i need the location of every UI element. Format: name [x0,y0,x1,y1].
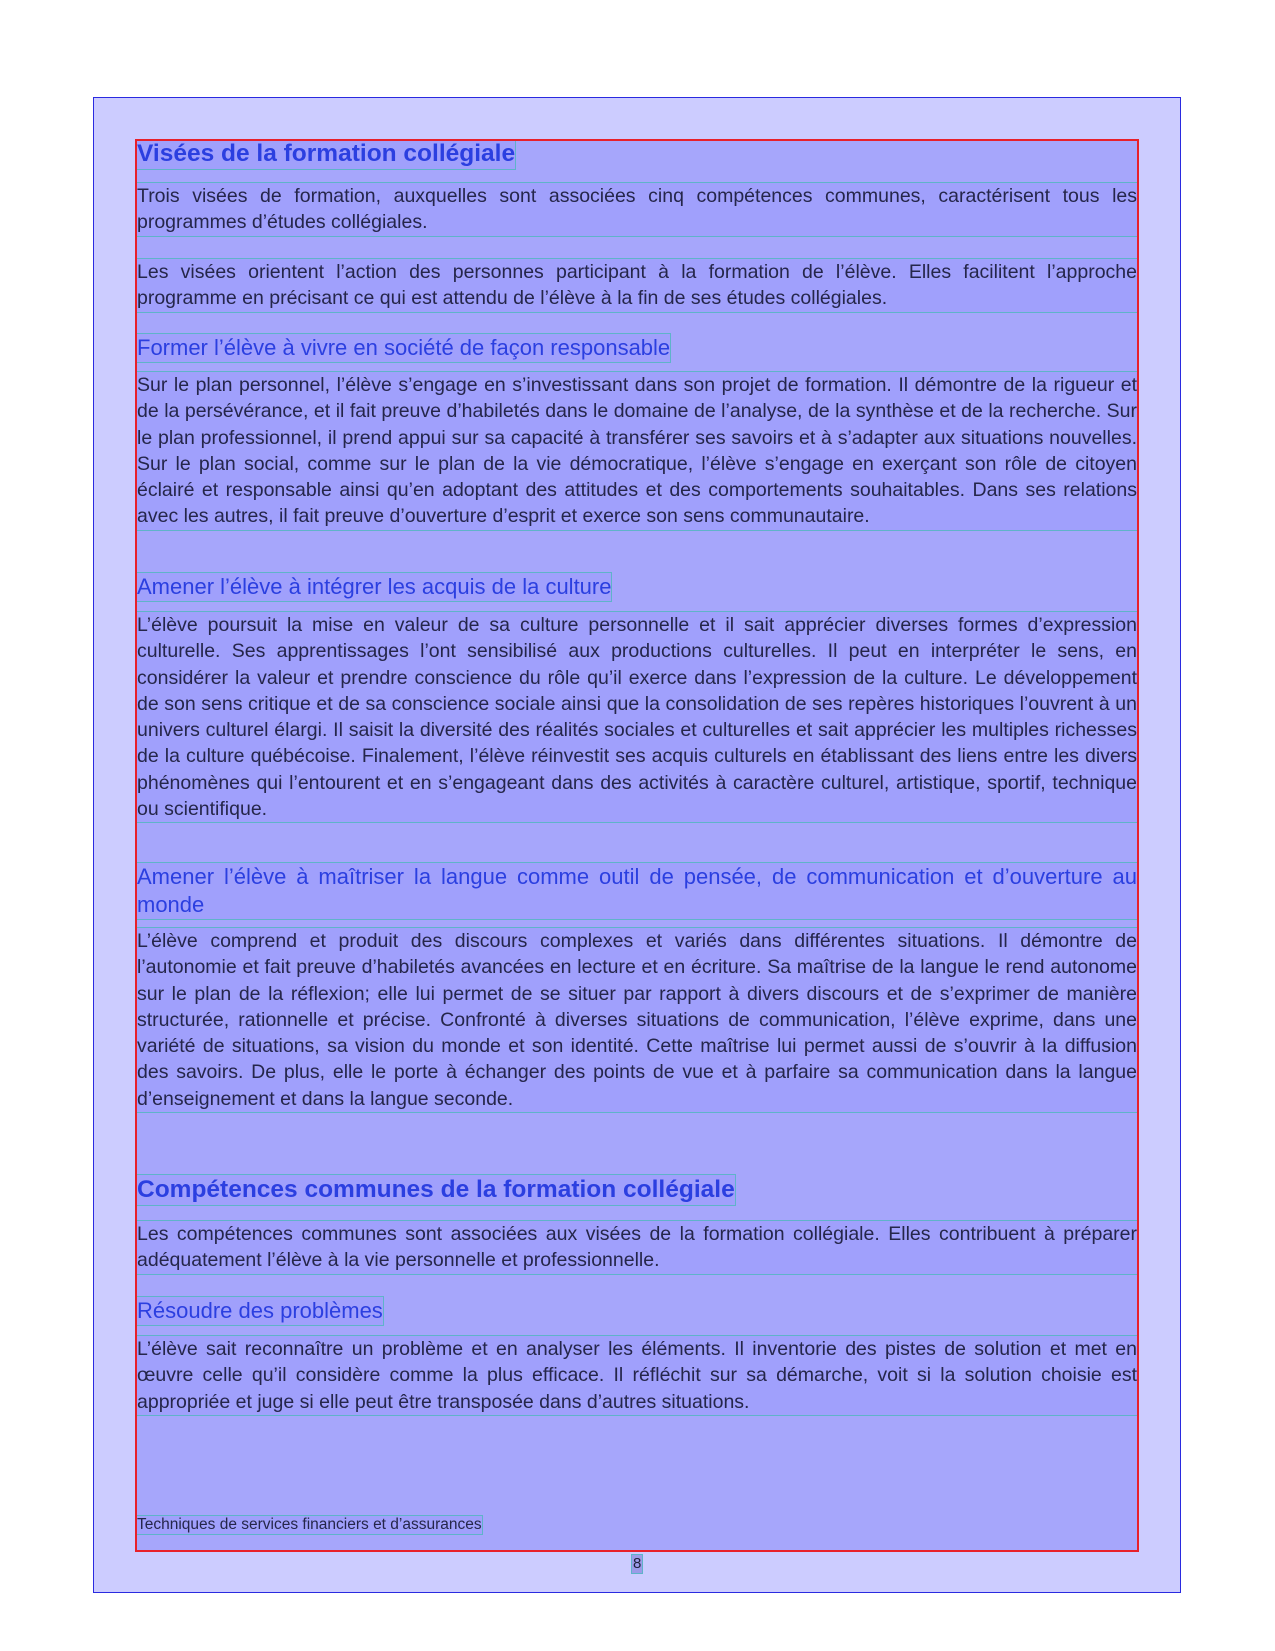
visee-text-1: Sur le plan personnel, l’élève s’engage en s’investissant dans son projet de formation. Il démontre de la rigueur et de la persévérance, et il fait preuve d’habiletés dans le domaine de l’analyse, de la synthèse et de la recherche. Sur le plan professionnel, il prend appui sur sa capacité à transférer ses savoirs et à s’adapter aux situations nouvelles. Sur le plan social, comme sur le plan de la vie démocratique, l’élève s’engage en exerçant son rôle de citoyen éclairé et responsable ainsi qu’en adoptant des attitudes et des comportements souhaitables. Dans ses relations avec les autres, il fait preuve d’ouverture d’esprit et exerce son sens communautaire. [137,372,1137,530]
competence-heading-1: Résoudre des problèmes [137,1298,383,1323]
visee-text-2: L’élève poursuit la mise en valeur de sa culture personnelle et il sait apprécier diverses formes d’expression culturelle. Ses apprentissages l’ont sensibilisé aux productions culturelles. Il peut en interpréter le sens, en considérer la valeur et prendre conscience du rôle qu’il exerce dans l’expression de la culture. Le développement de son sens critique et de sa conscience sociale ainsi que la consolidation de ses repères historiques l’ouvrent à un univers culturel élargi. Il saisit la diversité des réalités sociales et culturelles et sait apprécier les multiples richesses de la culture québécoise. Finalement, l’élève réinvestit ses acquis culturels en établissant des liens entre les divers phénomènes qui l’entourent et en s’engageant dans des activités à caractère culturel, artistique, sportif, technique ou scientifique. [137,612,1137,822]
section-title-visees: Visées de la formation collégiale [137,140,516,167]
competence-text-1: L’élève sait reconnaître un problème et en analyser les éléments. Il inventorie des pistes de solution et met en œuvre celle qu’il considère comme la plus efficace. Il réfléchit sur sa démarche, voit si la solution choisie est appropriée et juge si elle peut être transposée dans d’autres situations. [137,1336,1137,1415]
intro-paragraph-2: Les visées orientent l’action des personnes participant à la formation de l’élève. Elles facilitent l’approche programme en précisant ce qui est attendu de l’élève à la fin de ses études collégiales. [137,259,1137,312]
footer-program-name: Techniques de services financiers et d’assurances [137,1516,482,1533]
competences-intro: Les compétences communes sont associées aux visées de la formation collégiale. Elles contribuent à préparer adéquatement l’élève à la vie personnelle et professionnelle. [137,1221,1137,1274]
section-title-competences: Compétences communes de la formation collégiale [137,1176,735,1203]
visee-text-3: L’élève comprend et produit des discours complexes et variés dans différentes situations. Il démontre de l’autonomie et fait preuve d’habiletés avancées en lecture et en écriture. Sa maîtrise de la langue le rend autonome sur le plan de la réflexion; elle lui permet de se situer par rapport à divers discours et de s’exprimer de manière structurée, rationnelle et précise. Confronté à diverses situations de communication, l’élève exprime, dans une variété de situations, sa vision du monde et son identité. Cette maîtrise lui permet aussi de s’ouvrir à la diffusion des savoirs. De plus, elle le porte à échanger des points de vue et à parfaire sa communication dans la langue d’enseignement et dans la langue seconde. [137,928,1137,1112]
page-number: 8 [633,1555,642,1572]
page-content [135,139,1139,1552]
intro-paragraph-1: Trois visées de formation, auxquelles sont associées cinq compétences communes, caractérisent tous les programmes d’études collégiales. [137,183,1137,236]
visee-heading-2: Amener l’élève à intégrer les acquis de la culture [137,574,612,599]
visee-heading-3: Amener l’élève à maîtriser la langue comme outil de pensée, de communication et d’ouverture au monde [137,864,1137,917]
visee-heading-1: Former l’élève à vivre en société de façon responsable [137,335,671,360]
